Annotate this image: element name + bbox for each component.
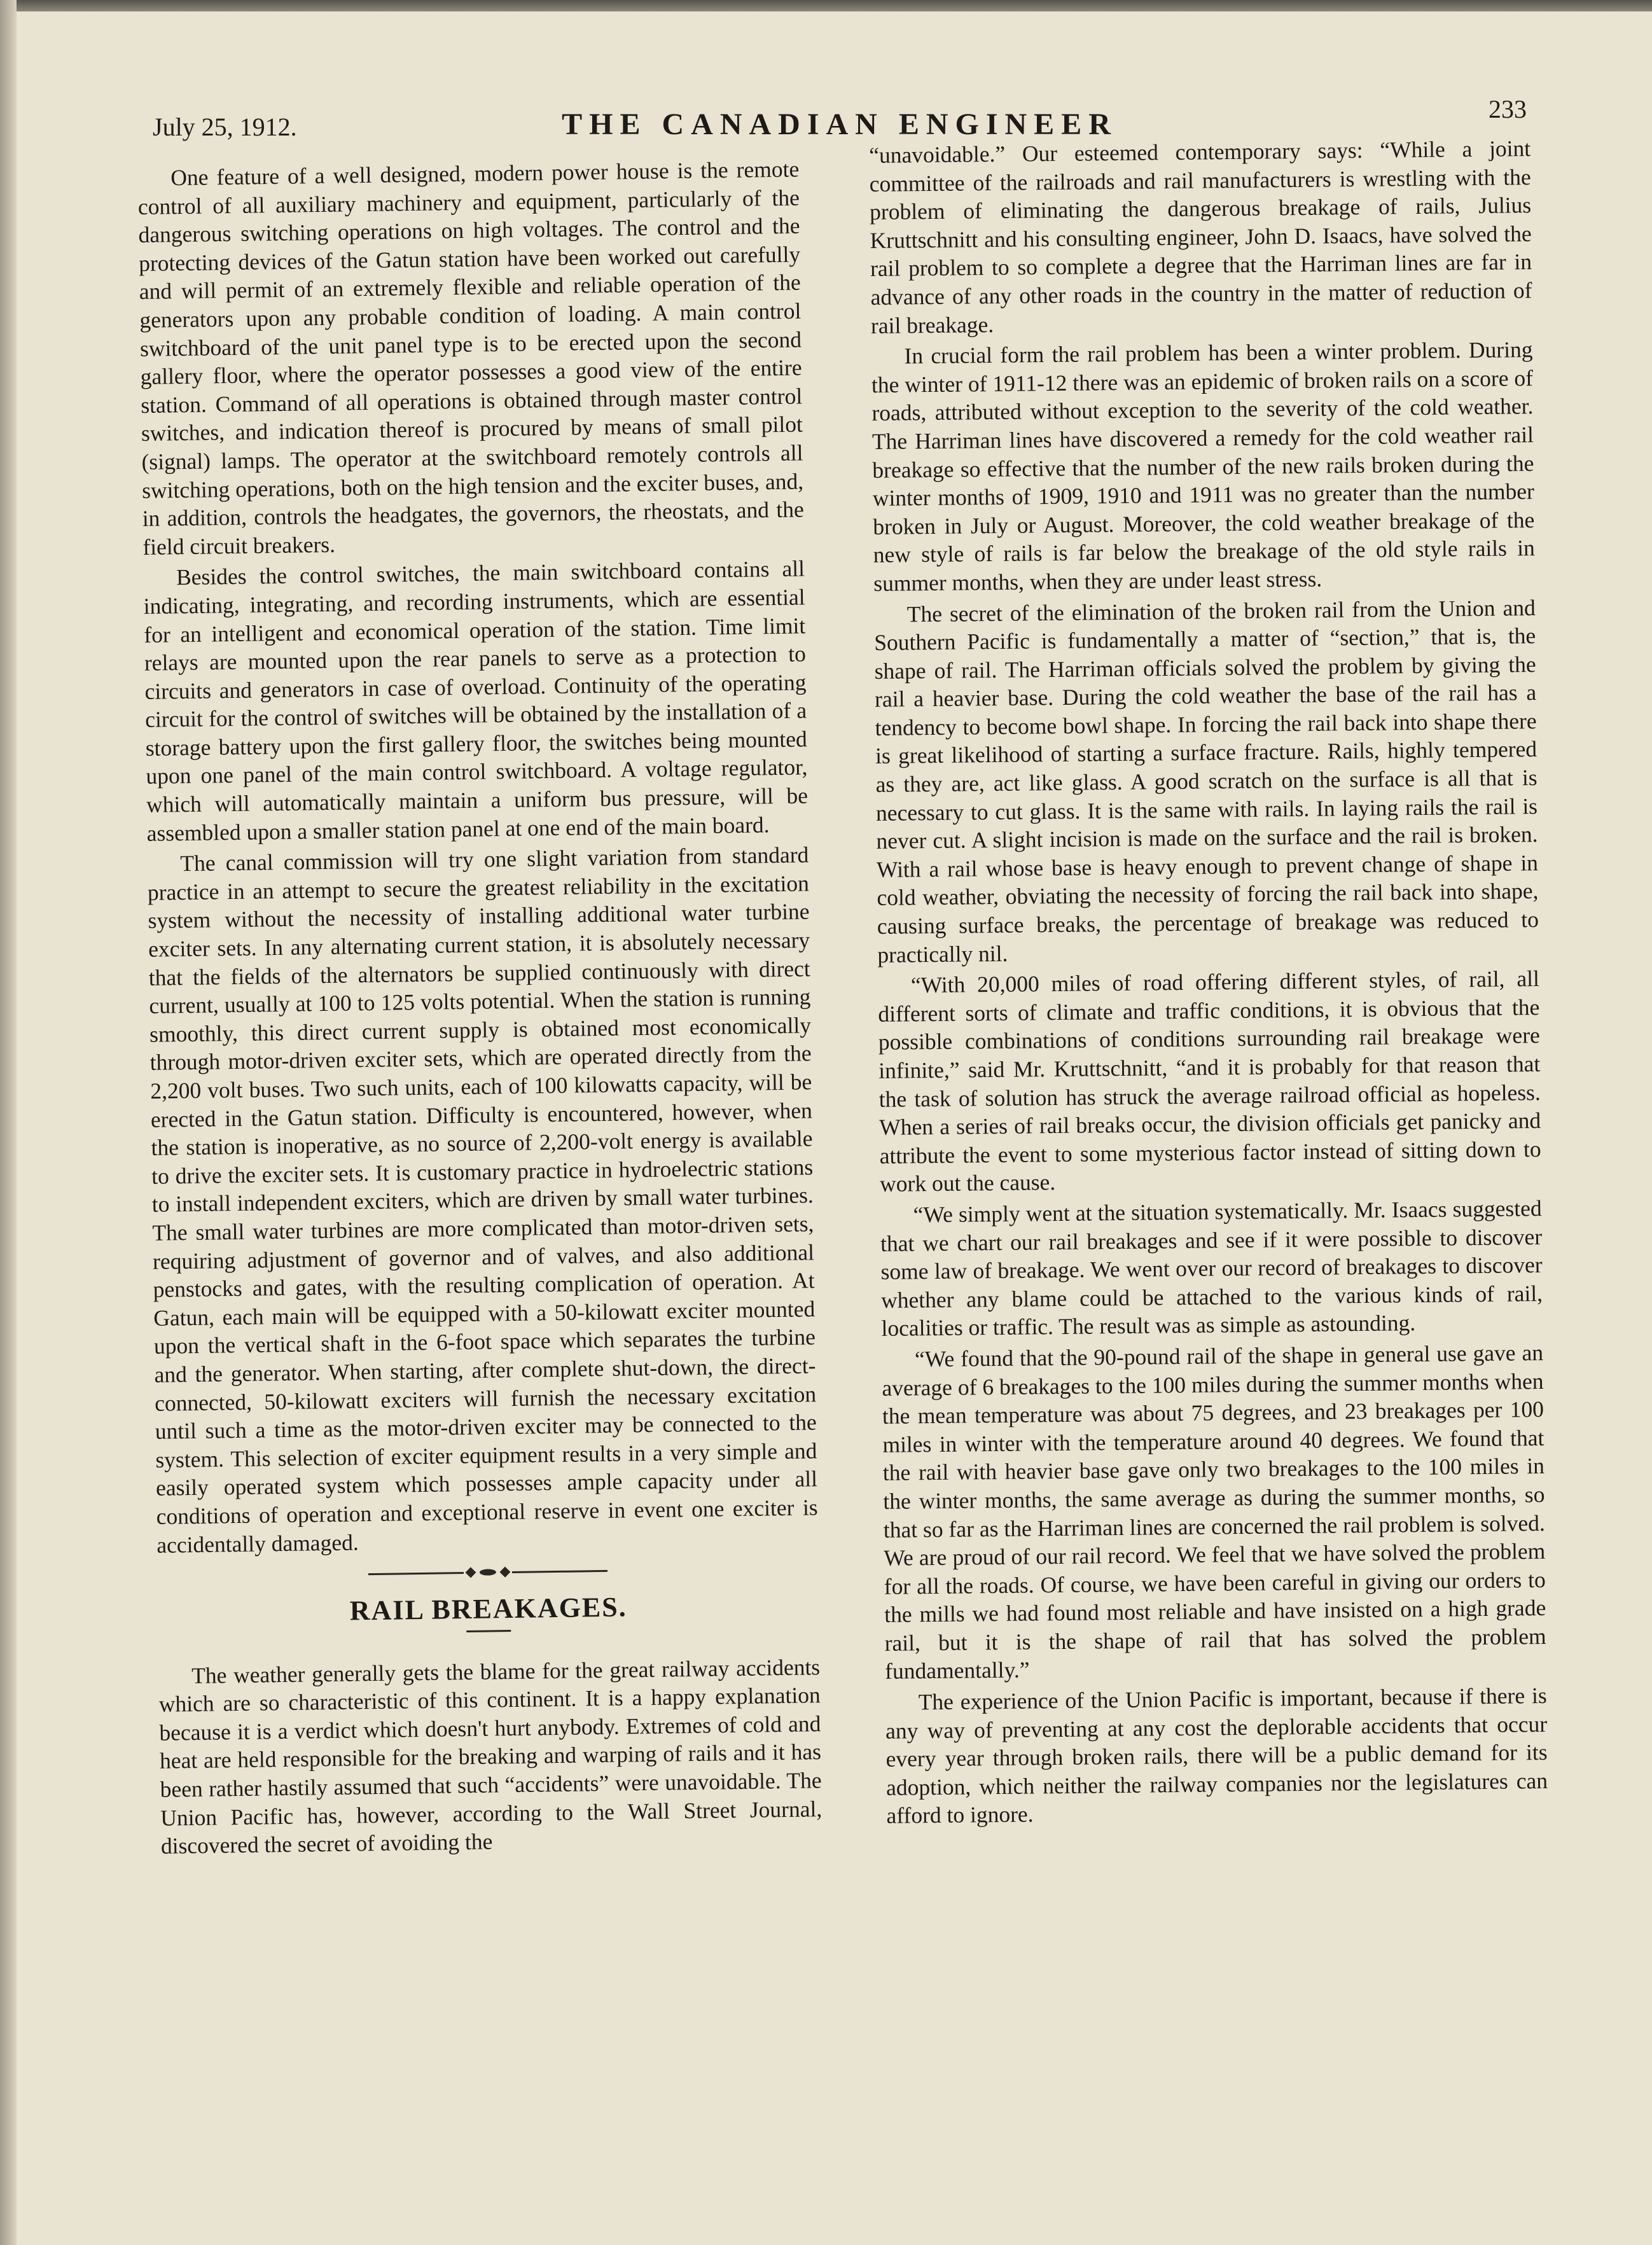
journal-title: THE CANADIAN ENGINEER (562, 108, 1118, 141)
issue-date: July 25, 1912. (153, 113, 297, 141)
title-underline-rule (466, 1630, 511, 1632)
paragraph: “We found that the 90-pound rail of the shape in general use gave an average of 6 breakages to the 100 miles during the summer months when the mean temperature was about 75 degrees, and 23 breakages per 100 miles in winter with the temperature around 40 degrees. We found that the rail with heavier base gave only two breakages to the 100 miles in the winter months, the same average as during the summer months, so that so far as the Harriman lines are concerned the rail problem is solved. We are proud of our rail record. We feel that we have solved the problem for all the roads. Of course, we have been careful in giving our orders to the mills we had found most reliable and have insisted on a high grade rail, but it is the shape of rail that has solved the problem fundamentally.” (882, 1339, 1546, 1685)
paragraph: The experience of the Union Pacific is important, because if there is any way of preventing at any cost the deplorable accidents that occur every year through broken rails, there will be a public demand for its adoption, which neither the railway companies nor the legislatures can afford to ignore. (885, 1683, 1548, 1829)
continued-paragraph: “unavoidable.” Our esteemed contemporary says: “While a joint committee of the railroads and rail manufacturers is wrestling with the problem of eliminating the dangerous breakage of rails, Julius Kruttschnitt and his consulting engineer, John D. Isaacs, have solved the rail problem to so complete a degree that the Harriman lines are far in advance of any other roads in the country in the matter of reduction of rail breakage. (869, 136, 1532, 338)
paragraph: The secret of the elimination of the broken rail from the Union and Southern Pacific is fundamentally a matter of “section,” that is, the shape of rail. The Harriman officials solved the problem by giving the rail a heavier base. During the cold weather the base of the rail has a tendency to become bowl shape. In forcing the rail back into shape there is great likelihood of starting a surface fracture. Rails, highly tempered as they are, act like glass. A good scratch on the surface is all that is necessary to cut glass. It is the same with rails. In laying rails the rail is never cut. A slight incision is made on the surface and the rail is broken. With a rail whose base is heavy enough to prevent change of shape in cold weather, obviating the necessity of forcing the rail back into shape, causing surface breaks, the percentage of breakage was reduced to practically nil. (874, 594, 1539, 968)
paragraph: “With 20,000 miles of road offering different styles, of rail, all different sorts of climate and traffic conditions, it is obvious that the possible combinations of conditions surrounding rail breakage were infinite,” said Mr. Kruttschnitt, “and it is probably for that reason that the task of solution has struck the average railroad official as hopeless. When a series of rail breaks occur, the division officials get panicky and attribute the event to some mysterious factor instead of sitting down to work out the cause. (878, 966, 1541, 1197)
left-column (137, 155, 823, 1863)
paragraph: The weather generally gets the blame for the great railway accidents which are so characteristic of this continent. It is a happy explanation because it is a verdict which doesn't hurt anybody. Extremes of cold and heat are held responsible for the breaking and warping of rails and it has been rather hastily assumed that such “accidents” were unavoidable. The Union Pacific has, however, according to the Wall Street Journal, discovered the secret of avoiding the (158, 1653, 823, 1859)
paragraph: “We simply went at the situation systematically. Mr. Isaacs suggested that we chart our rail breakages and see if it were possible to discover some law of breakage. We went over our record of breakages to discover whether any blame could be attached to the various kinds of rail, localities or traffic. The result was as simple as astounding. (880, 1195, 1543, 1342)
right-column (869, 134, 1548, 1833)
section-divider-ornament (157, 1561, 819, 1583)
page-number: 233 (1489, 95, 1527, 123)
paragraph: In crucial form the rail problem has been a winter problem. During the winter of 1911-12 there was an epidemic of broken rails on a score of roads, attributed without exception to the severity of the cold weather. The Harriman lines have discovered a remedy for the cold weather rail breakage so effective that the number of the new rails broken during the winter months of 1909, 1910 and 1911 was no greater than the number broken in July or August. Moreover, the cold weather breakage of the new style of rails is far below the breakage of the old style rails in summer months, when they are under least stress. (871, 337, 1535, 596)
binding-gutter (0, 0, 17, 2245)
paragraph: One feature of a well designed, modern power house is the remote control of all auxiliary machinery and equipment, particularly of the dangerous switching operations on high voltages. The control and the protecting devices of the Gatun station have been worked out carefully and will permit of an extremely flexible and reliable operation of the generators upon any probable condition of loading. A main control switchboard of the unit panel type is to be erected upon the second gallery floor, where the operator possesses a good view of the entire station. Command of all operations is obtained through master control switches, and indication thereof is procured by means of small pilot (signal) lamps. The operator at the switchboard remotely controls all switching operations, both on the high tension and the exciter buses, and, in addition, controls the headgates, the governors, the rheostats, and the field circuit breakers. (137, 156, 804, 560)
section-title: RAIL BREAKAGES. (349, 1591, 628, 1627)
paragraph: Besides the control switches, the main switchboard contains all indicating, integrating, and recording instruments, which are essential for an intelligent and economical operation of the station. Time limit relays are mounted upon the rear panels to serve as a protection to circuits and generators in case of overload. Continuity of the operating circuit for the control of switches will be obtained by the installation of a storage battery upon the first gallery floor, the switches being mounted upon one panel of the main control switchboard. A voltage regulator, which will automatically maintain a uniform bus pressure, will be assembled upon a smaller station panel at one end of the main board. (143, 555, 809, 846)
page-top-edge (0, 0, 1652, 11)
paragraph: The canal commission will try one slight variation from standard practice in an attempt to secure the greatest reliability in the excitation system without the necessity of installing additional water turbine exciter sets. In any alternating current station, it is absolutely necessary that the fields of the alternators be supplied continuously with direct current, usually at 100 to 125 volts potential. When the station is running smoothly, this direct current supply is obtained most economically through motor-driven exciter sets, which are operated directly from the 2,200 volt buses. Two such units, each of 100 kilowatts capacity, will be erected in the Gatun station. Difficulty is encountered, however, when the station is inoperative, as no source of 2,200-volt energy is available to drive the exciter sets. It is customary practice in hydroelectric stations to install independent exciters, which are driven by small water turbines. The small water turbines are more complicated than motor-driven sets, requiring adjustment of governor and of valves, and also additional penstocks and gates, with the resulting complication of operation. At Gatun, each main will be equipped with a 50-kilowatt exciter mounted upon the vertical shaft in the 6-foot space which separates the turbine and the generator. When starting, after complete shut-down, the direct-connected, 50-kilowatt exciters will furnish the necessary excitation until such a time as the motor-driven exciter may be connected to the system. This selection of exciter equipment results in a very simple and easily operated system which possesses ample capacity under all conditions of operation and exceptional reserve in event one exciter is accidentally damaged. (147, 842, 818, 1558)
